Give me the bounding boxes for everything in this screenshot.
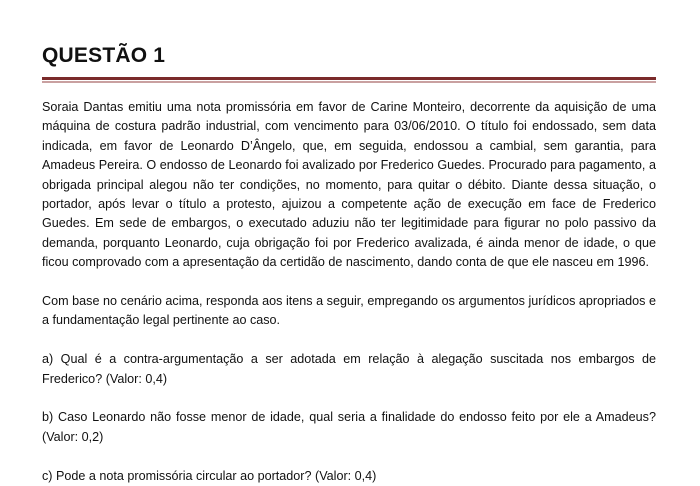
title-rule-light (42, 81, 656, 83)
item-b: b) Caso Leonardo não fosse menor de idade, qual seria a finalidade do endosso feito por ele a Amadeus? (Valor: 0,2) (42, 410, 656, 444)
question-body (42, 98, 656, 486)
item-c: c) Pode a nota promissória circular ao portador? (Valor: 0,4) (42, 468, 377, 483)
instruction-paragraph: Com base no cenário acima, responda aos itens a seguir, empregando os argumentos jurídicos apropriados e a fundamentação legal pertinente ao caso. (42, 294, 656, 328)
case-statement: Soraia Dantas emitiu uma nota promissória em favor de Carine Monteiro, decorrente da aquisição de uma máquina de costura padrão industrial, com vencimento para 03/06/2010. O título foi endossado, sem data indicada, em favor de Leonardo D’Ângelo, que, em seguida, endossou a cambial, sem garantia, para Amadeus Pereira. O endosso de Leonardo foi avalizado por Frederico Guedes. Procurado para pagamento, a obrigada principal alegou não ter condições, no momento, para quitar o débito. Diante dessa situação, o portador, após levar o título a protesto, ajuizou a competente ação de execução em face de Frederico Guedes. Em sede de embargos, o executado aduziu não ter legitimidade para figurar no polo passivo da demanda, porquanto Leonardo, cuja obrigação foi por Frederico avalizada, é ainda menor de idade, o que ficou comprovado com a apresentação da certidão de nascimento, dando conta de que ele nasceu em 1996. (42, 100, 656, 270)
title-rule-dark (42, 77, 656, 80)
question-title: QUESTÃO 1 (42, 44, 166, 67)
item-a: a) Qual é a contra-argumentação a ser adotada em relação à alegação suscitada nos embargos de Frederico? (Valor: 0,4) (42, 352, 656, 386)
